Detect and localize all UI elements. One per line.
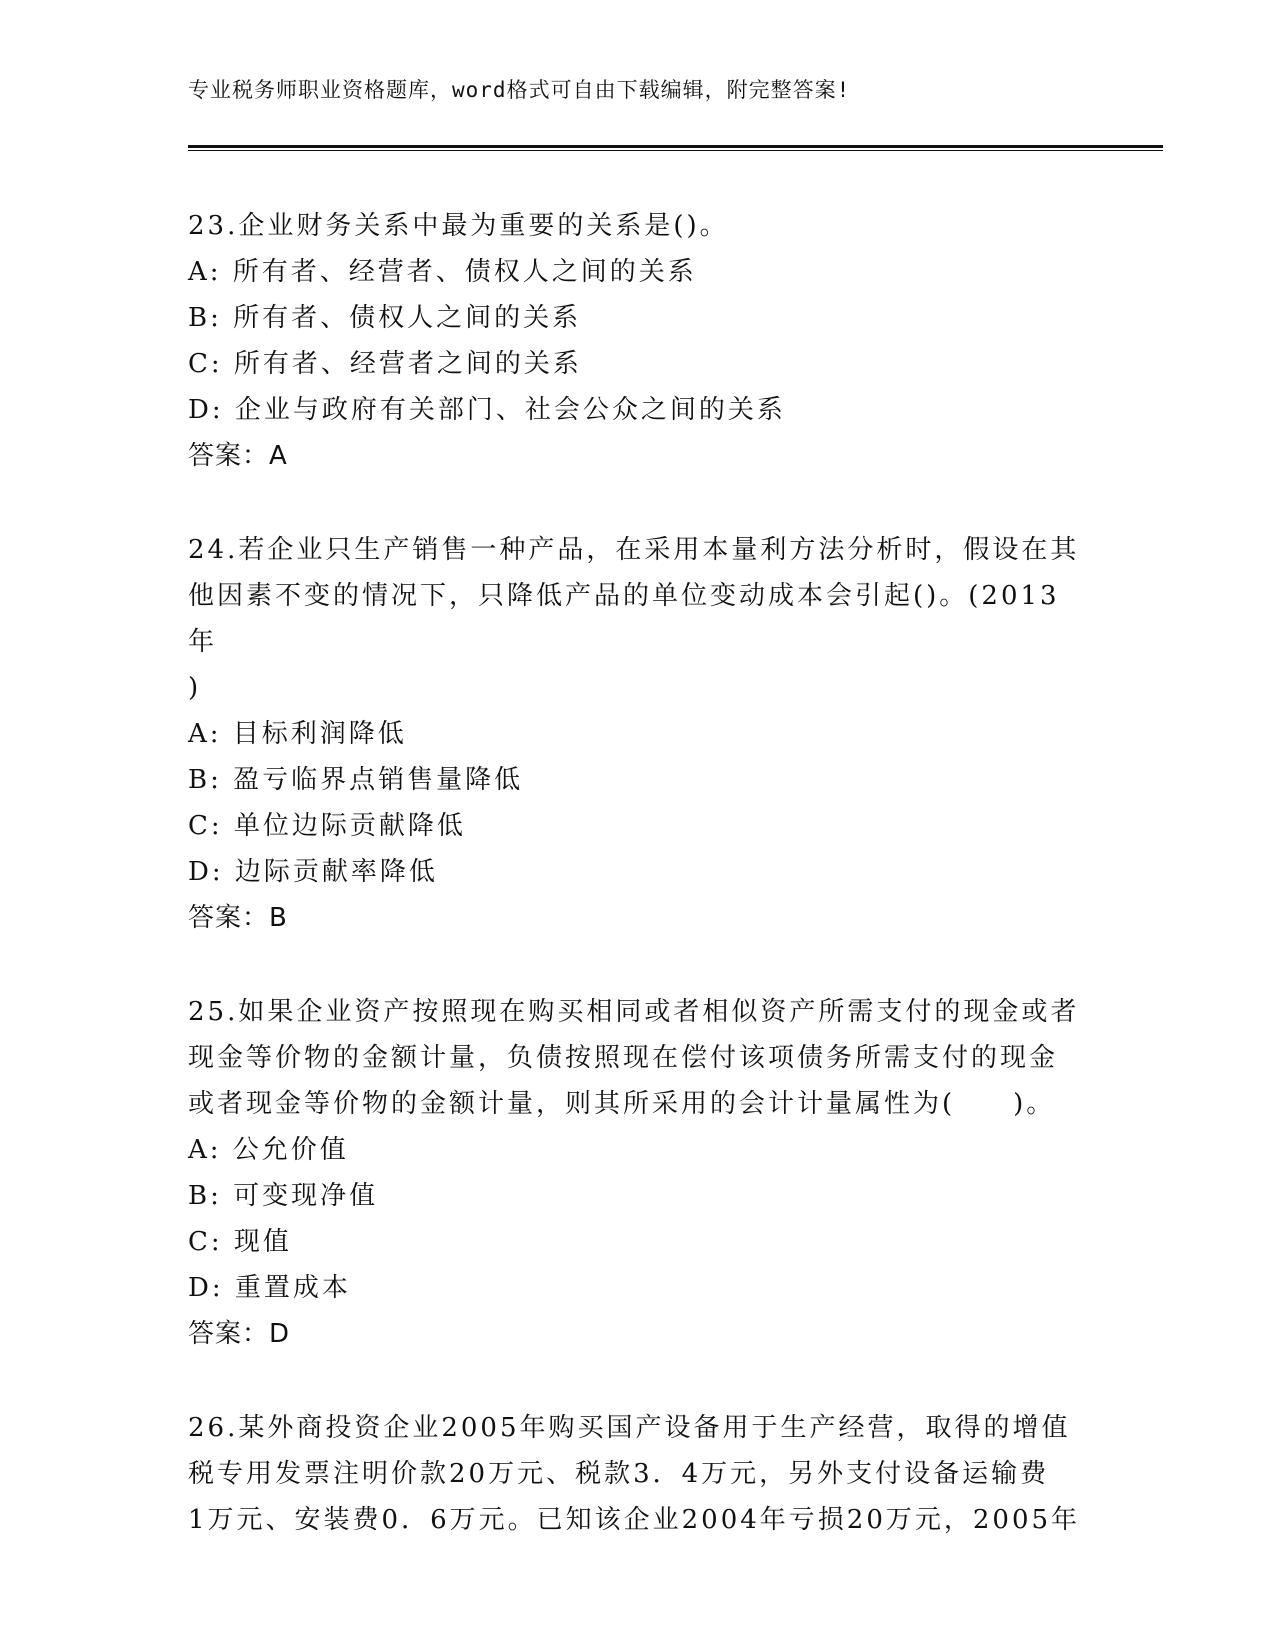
option-c: C: 单位边际贡献降低 [188, 811, 466, 841]
option-a: A: 所有者、经营者、债权人之间的关系 [188, 257, 697, 287]
question-stem-line: ) [188, 673, 202, 703]
option-c: C: 现值 [188, 1227, 292, 1257]
question-stem-line: 1万元、安装费0．6万元。已知该企业2004年亏损20万元，2005年 [188, 1505, 1081, 1535]
answer-label: 答案：D [188, 1319, 291, 1349]
question-stem-line: 26.某外商投资企业2005年购买国产设备用于生产经营，取得的增值 [188, 1413, 1071, 1443]
question-stem-line: 他因素不变的情况下，只降低产品的单位变动成本会引起()。(2013年 [188, 581, 1060, 657]
question-stem-line: 23.企业财务关系中最为重要的关系是()。 [188, 211, 729, 241]
question-25 [188, 989, 1088, 1357]
option-d: D: 企业与政府有关部门、社会公众之间的关系 [188, 395, 786, 425]
option-b: B: 盈亏临界点销售量降低 [188, 765, 524, 795]
question-stem-line: 或者现金等价物的金额计量，则其所采用的会计计量属性为( )。 [188, 1089, 1056, 1119]
option-d: D: 重置成本 [188, 1273, 351, 1303]
header-text: 专业税务师职业资格题库，word格式可自由下载编辑，附完整答案! [188, 78, 851, 102]
option-b: B: 可变现净值 [188, 1181, 379, 1211]
header-rule-thin [188, 150, 1163, 151]
option-a: A: 公允价值 [188, 1135, 349, 1165]
question-stem-line: 税专用发票注明价款20万元、税款3．4万元，另外支付设备运输费 [188, 1459, 1050, 1489]
option-b: B: 所有者、债权人之间的关系 [188, 303, 582, 333]
question-stem-line: 25.如果企业资产按照现在购买相同或者相似资产所需支付的现金或者 [188, 997, 1080, 1027]
question-list [188, 203, 1088, 1591]
question-26 [188, 1405, 1088, 1543]
question-stem-line: 现金等价物的金额计量，负债按照现在偿付该项债务所需支付的现金 [188, 1043, 1059, 1073]
header-rule-thick [188, 145, 1163, 148]
answer-label: 答案：B [188, 903, 288, 933]
option-a: A: 目标利润降低 [188, 719, 407, 749]
question-24 [188, 527, 1088, 941]
question-23 [188, 203, 1088, 479]
option-d: D: 边际贡献率降低 [188, 857, 438, 887]
answer-label: 答案：A [188, 441, 288, 471]
question-stem-line: 24.若企业只生产销售一种产品，在采用本量利方法分析时，假设在其 [188, 535, 1080, 565]
option-c: C: 所有者、经营者之间的关系 [188, 349, 582, 379]
